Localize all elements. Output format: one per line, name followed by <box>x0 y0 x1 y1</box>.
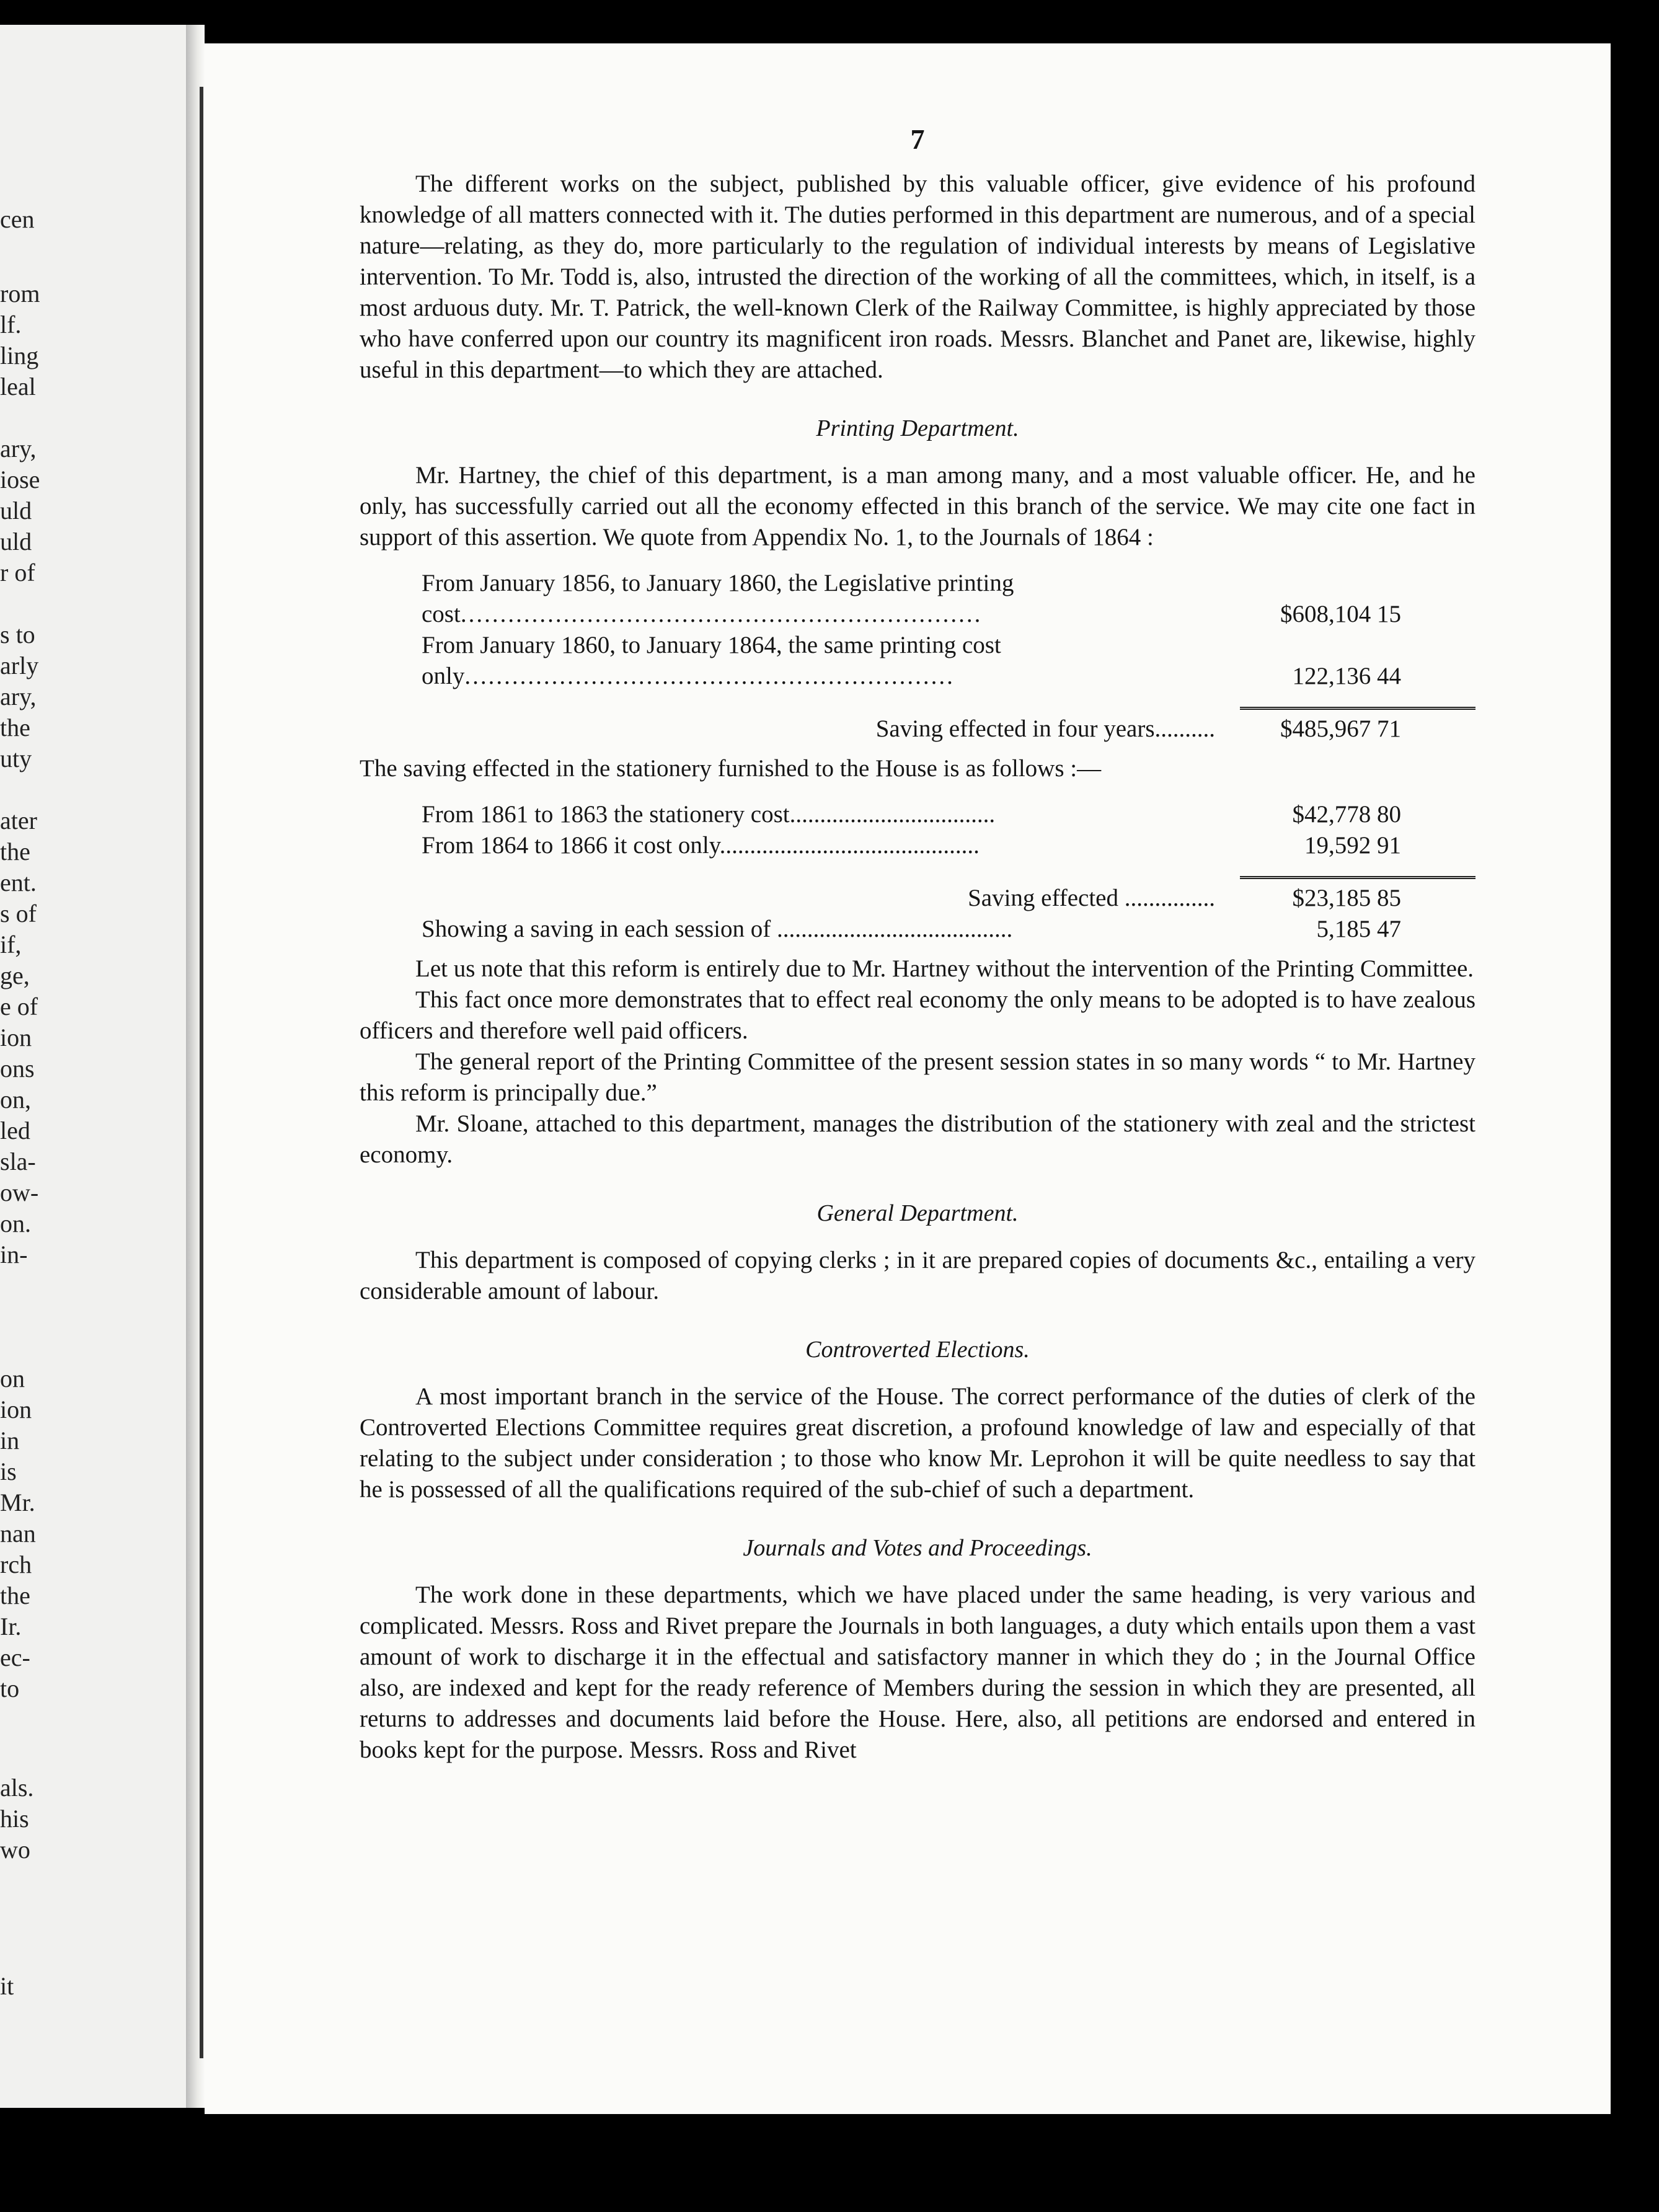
facing-page-text-fragment: lf. <box>0 311 22 338</box>
printing-paragraph-5: Mr. Sloane, attached to this department, manages the distribution of the stationery with zeal and the strictest economy. <box>360 1110 1475 1168</box>
facing-page-text-fragment: Mr. <box>0 1489 35 1516</box>
facing-page-text-fragment: it <box>0 1972 14 2000</box>
ledger-amount: $42,778 80 <box>1292 801 1401 828</box>
facing-page-text-fragment: if, <box>0 931 22 958</box>
facing-page-text-fragment: Ir. <box>0 1613 22 1640</box>
facing-page-text-fragment: ion <box>0 1396 32 1423</box>
document-page <box>205 43 1611 2114</box>
facing-page-text-fragment: ary, <box>0 435 37 462</box>
facing-page-text-fragment: is <box>0 1458 17 1485</box>
intro-paragraph: The different works on the subject, published by this valuable officer, give evidence of his profound knowledge of all matters connected with it. The duties performed in this department are numerous, and of a special nature—relating, as they do, more particularly to the regulation of individual interests by means of Legislative intervention. To Mr. Todd is, also, intrusted the direction of the working of all the committees, which, in itself, is a most arduous duty. Mr. T. Patrick, the well-known Clerk of the Railway Committee, is highly appreciated by those who have conferred upon our country its magnificent iron roads. Messrs. Blanchet and Panet are, likewise, highly useful in this department—to which they are attached. <box>360 170 1475 383</box>
facing-page-text-fragment: in <box>0 1427 20 1454</box>
ledger-label: From January 1860, to January 1864, the same printing cost only <box>422 632 1001 689</box>
ledger-label: Showing a saving in each session of ....................................... <box>422 916 1013 942</box>
page-content <box>360 124 1475 1766</box>
facing-page-text-fragment: in- <box>0 1241 28 1268</box>
facing-page-text-fragment: ary, <box>0 683 37 710</box>
journals-heading: Journals and Votes and Proceedings. <box>743 1535 1092 1561</box>
general-department-heading: General Department. <box>816 1200 1019 1226</box>
facing-page-text-fragment: sla- <box>0 1148 36 1175</box>
facing-page-text-fragment: arly <box>0 652 39 679</box>
facing-page-text-fragment: to <box>0 1674 20 1702</box>
ledger-row-1864-1866 <box>360 830 1475 861</box>
facing-page-text-fragment: the <box>0 1582 30 1609</box>
facing-page-text-fragment: ge, <box>0 962 30 989</box>
stationery-cost-ledger <box>360 799 1475 945</box>
ledger-row-1856-1860 <box>360 568 1475 630</box>
controverted-elections-heading: Controverted Elections. <box>805 1337 1030 1363</box>
facing-page-text-fragment: r of <box>0 559 35 586</box>
facing-page-text-fragment: uld <box>0 497 32 524</box>
facing-page-fragment <box>0 25 186 2108</box>
facing-page-text-fragment: on, <box>0 1086 31 1113</box>
ledger-amount: 122,136 44 <box>1292 663 1401 689</box>
printing-paragraph-4: The general report of the Printing Committee of the present session states in so many words “ to Mr. Hartney this reform is principally due.” <box>360 1048 1475 1106</box>
facing-page-text-fragment: led <box>0 1117 30 1144</box>
facing-page-text-fragment: e of <box>0 993 38 1020</box>
ledger-row-1860-1864 <box>360 630 1475 692</box>
facing-page-text-fragment: on. <box>0 1210 31 1237</box>
ledger-amount: 19,592 91 <box>1304 832 1401 859</box>
ledger-amount: 5,185 47 <box>1316 916 1401 942</box>
printing-department-heading: Printing Department. <box>816 415 1019 441</box>
facing-page-text-fragment: iose <box>0 466 40 493</box>
facing-page-text-fragment: the <box>0 714 30 741</box>
facing-page-text-fragment: ion <box>0 1024 32 1051</box>
ledger-label: From January 1856, to January 1860, the Legislative printing cost <box>422 570 1014 627</box>
printing-paragraph-2: Let us note that this reform is entirely due to Mr. Hartney without the intervention of the Printing Committee. <box>415 955 1474 982</box>
ledger-label: Saving effected in four years.......... <box>875 715 1215 742</box>
printing-paragraph-3: This fact once more demonstrates that to effect real economy the only means to be adopted is to have zealous officers and therefore well paid officers. <box>360 986 1475 1044</box>
facing-page-text-fragment: ling <box>0 342 39 369</box>
facing-page-text-fragment: rom <box>0 280 40 307</box>
binding-line <box>200 87 203 2058</box>
facing-page-text-fragment: his <box>0 1805 29 1833</box>
ledger-label: From 1861 to 1863 the stationery cost.................................. <box>422 801 996 828</box>
facing-page-text-fragment: cen <box>0 205 35 233</box>
facing-page-text-fragment: uld <box>0 528 32 555</box>
stationery-intro: The saving effected in the stationery furnished to the House is as follows :— <box>360 755 1102 782</box>
facing-page-text-fragment: nan <box>0 1520 36 1547</box>
facing-page-text-fragment: ow- <box>0 1179 39 1206</box>
printing-cost-ledger <box>360 568 1475 745</box>
facing-page-text-fragment: ater <box>0 807 37 834</box>
ledger-amount: $485,967 71 <box>1240 707 1475 745</box>
ledger-row-per-session <box>360 914 1475 945</box>
facing-page-text-fragment: on <box>0 1365 25 1392</box>
facing-page-text-fragment: leal <box>0 373 36 400</box>
page-number: 7 <box>910 123 925 155</box>
ledger-amount: $23,185 85 <box>1240 876 1475 914</box>
facing-page-text-fragment: ent. <box>0 869 37 896</box>
ledger-row-saving <box>360 707 1475 745</box>
controverted-paragraph: A most important branch in the service of the House. The correct performance of the duties of clerk of the Controverted Elections Committee requires great discretion, a profound knowledge of law and especially of that relating to the subject under consideration ; to those who know Mr. Leprohon it will be quite needless to say that he is possessed of all the qualifications required of the sub-chief of such a department. <box>360 1383 1475 1503</box>
ledger-dots: .................................................................. <box>460 601 983 627</box>
facing-page-text-fragment: ec- <box>0 1644 30 1671</box>
facing-page-text-fragment: ons <box>0 1055 35 1082</box>
journals-paragraph: The work done in these departments, which we have placed under the same heading, is very various and complicated. Messrs. Ross and Rivet prepare the Journals in both languages, a duty which entails upon them a vast amount of work to discharge it in the effectual and satisfactory manner in which they do ; in the Journal Office also, are indexed and kept for the ready reference of Members during the session in which they are presented, all returns to addresses and documents laid before the House. Here, also, all petitions are endorsed and entered in books kept for the purpose. Messrs. Ross and Rivet <box>360 1582 1475 1763</box>
facing-page-text-fragment: uty <box>0 745 32 772</box>
ledger-label: From 1864 to 1866 it cost only........................................... <box>422 832 980 859</box>
ledger-row-1861-1863 <box>360 799 1475 830</box>
facing-page-text-fragment: rch <box>0 1551 32 1578</box>
printing-paragraph-1: Mr. Hartney, the chief of this department, is a man among many, and a most valuable officer. He, and he only, has successfully carried out all the economy effected in this branch of the service. We may cite one fact in support of this assertion. We quote from Appendix No. 1, to the Journals of 1864 : <box>360 462 1475 551</box>
facing-page-text-fragment: s of <box>0 900 37 927</box>
facing-page-text-fragment: the <box>0 838 30 865</box>
ledger-label: Saving effected ............... <box>968 885 1215 911</box>
ledger-row-stationery-saving <box>360 876 1475 914</box>
general-paragraph: This department is composed of copying clerks ; in it are prepared copies of documents &c., entailing a very considerable amount of labour. <box>360 1247 1475 1304</box>
facing-page-text-fragment: s to <box>0 621 35 648</box>
ledger-dots: .............................................................. <box>464 663 955 689</box>
facing-page-text-fragment: wo <box>0 1836 30 1864</box>
ledger-amount: $608,104 15 <box>1280 601 1401 627</box>
facing-page-text-fragment: als. <box>0 1774 34 1802</box>
